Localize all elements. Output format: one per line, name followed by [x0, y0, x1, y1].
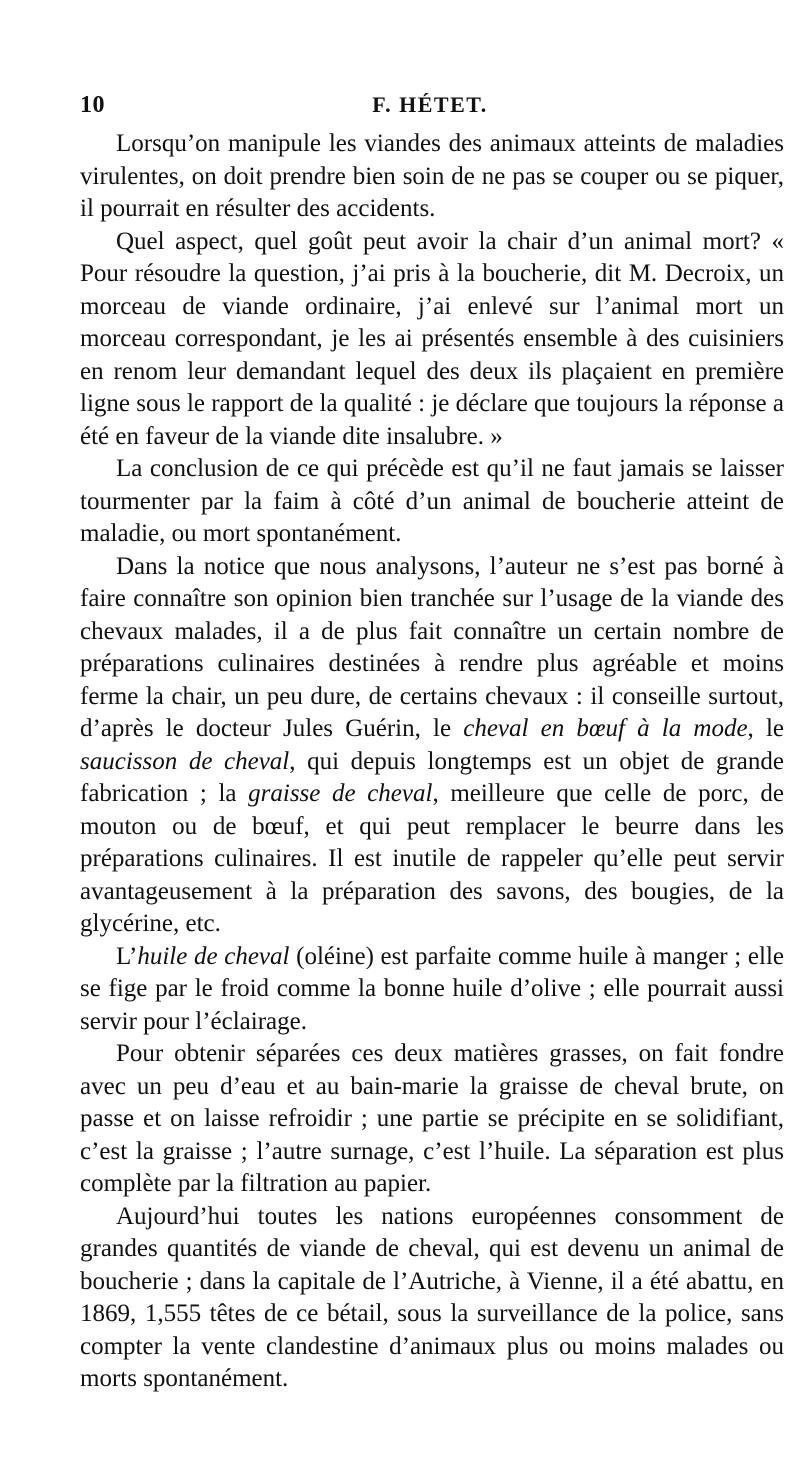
body-text [80, 128, 784, 1396]
paragraph-5 [80, 941, 784, 1039]
paragraph-4-text-1: Dans la notice que nous analysons, l’auteur ne s’est pas borné à faire connaître son opinion bien tranchée sur l’usage de la viande des chevaux malades, il a de plus fait connaître un certain nombre de préparations culinaires destinées à rendre plus agréable et moins ferme la chair, un peu dure, de certains chevaux : il conseille surtout, d’après le docteur Jules Guérin, le [80, 552, 784, 742]
paragraph-2: Quel aspect, quel goût peut avoir la chair d’un animal mort? « Pour résoudre la question, j’ai pris à la boucherie, dit M. Decroix, un morceau de viande ordinaire, j’ai enlevé sur l’animal mort un morceau correspondant, je les ai présentés ensemble à des cuisiniers en renom leur demandant lequel des deux ils plaçaient en première ligne sous le rapport de la qualité : je déclare que toujours la réponse a été en faveur de la viande dite insalubre. » [80, 227, 784, 450]
italic-graisse-de-cheval: graisse de cheval [248, 780, 433, 807]
paragraph-4 [80, 551, 784, 941]
paragraph-4-text-3: , qui depuis longtemps est un objet de grande fabrication ; la [80, 747, 784, 807]
paragraph-3: La conclusion de ce qui précède est qu’il ne faut jamais se laisser tourmenter par la faim à côté d’un animal de boucherie atteint de maladie, ou mort spontanément. [80, 455, 784, 547]
paragraph-4-text-2: , le [747, 715, 784, 742]
paragraph-5-text: (oléine) est parfaite comme huile à manger ; elle se fige par le froid comme la bonne huile d’olive ; elle pourrait aussi servir pour l’éclairage. [80, 942, 785, 1035]
page-number: 10 [80, 92, 105, 118]
paragraph-4-text-4: , meilleure que celle de porc, de mouton ou de bœuf, et qui peut remplacer le beurre dans les préparations culinaires. Il est inutile de rappeler qu’elle peut servir avantageusement à la préparation des savons, des bougies, de la glycérine, etc. [80, 780, 784, 937]
page-header [80, 92, 780, 122]
running-head: F. HÉTET. [372, 92, 488, 117]
paragraph-1: Lorsqu’on manipule les viandes des animaux atteints de maladies virulentes, on doit prendre bien soin de ne pas se couper ou se piquer, il pourrait en résulter des accidents. [80, 130, 784, 222]
paragraph-6: Pour obtenir séparées ces deux matières grasses, on fait fondre avec un peu d’eau et au bain-marie la graisse de cheval brute, on passe et on laisse refroidir ; une partie se précipite en se solidifiant, c’est la graisse ; l’autre surnage, c’est l’huile. La séparation est plus complète par la filtration au papier. [80, 1040, 784, 1197]
italic-cheval-en-boeuf: cheval en bœuf à la mode [463, 715, 748, 742]
paragraph-5-lead: L’ [116, 942, 138, 970]
paragraph-7: Aujourd’hui toutes les nations européennes consomment de grandes quantités de viande de cheval, qui est devenu un animal de boucherie ; dans la capitale de l’Autriche, à Vienne, il a été abattu, en 1869, 1,555 têtes de ce bétail, sous la surveillance de la police, sans compter la vente clandestine d’animaux plus ou moins malades ou morts spontanément. [80, 1202, 784, 1392]
italic-huile-de-cheval: huile de cheval [137, 942, 290, 970]
italic-saucisson-de-cheval: saucisson de cheval [80, 747, 290, 775]
